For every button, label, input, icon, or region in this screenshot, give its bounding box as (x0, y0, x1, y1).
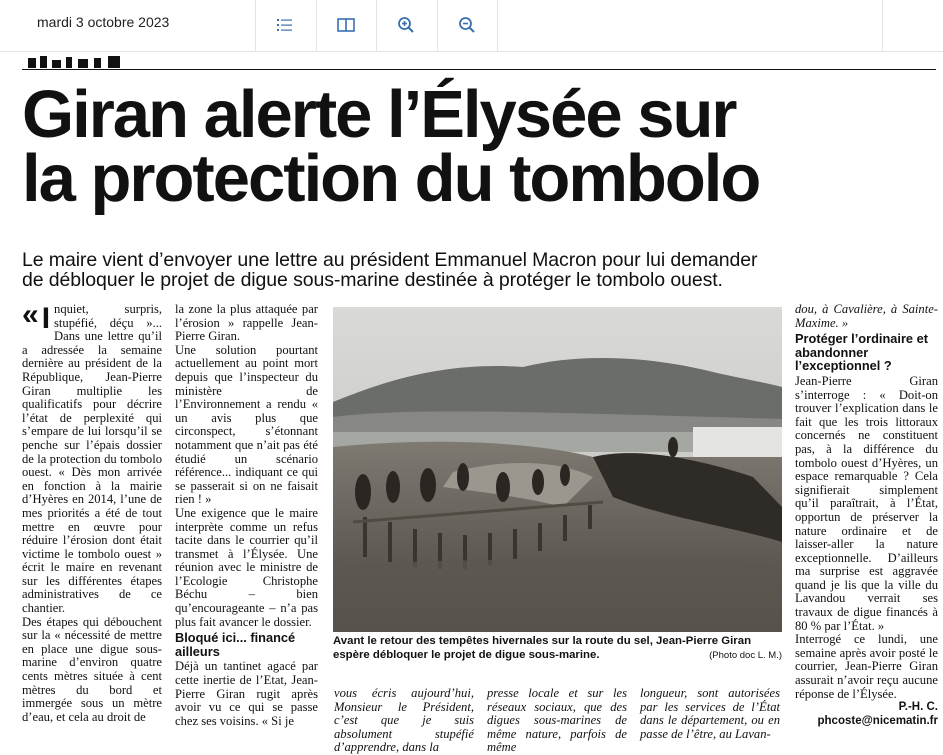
article-photo[interactable] (333, 307, 782, 632)
photo-caption (333, 635, 782, 662)
toolbar-divider (316, 0, 317, 52)
intertitle: Protéger l’ordinaire et abandonner l’exceptionnel ? (795, 331, 928, 374)
paragraph: Déjà un tantinet agacé par cette inertie de l’Etat, Jean-Pierre Giran rugit après avoir vu ce qui se passe chez ses voisins. « Si je (175, 659, 318, 728)
paragraph: presse locale et sur les réseaux sociaux, que des digues sous-marines de même nature, parfois de même (487, 686, 627, 755)
paragraph: la zone la plus attaquée par l’érosion » rappelle Jean-Pierre Giran. (175, 302, 318, 344)
article-column-2 (175, 303, 318, 728)
paragraph: Jean-Pierre Giran s’interroge : « Doit-on trouver l’explication dans le fait que les trois littoraux concernés ne constituent pas, à la différence du tombolo ouest d’Hyères, un espace remarquable ? Cela signifierait simplement qu’il paraîtrait, à l’État, opportun de préserver la nature ordinaire et de laisser-aller la nature exceptionnelle. D’ailleurs ma surprise est aggravée quand je lis que la ville du Lavandou verrait ses travaux de digue financés à 80 % par l’État. » (795, 373, 938, 633)
list-icon (277, 18, 293, 32)
toolbar-divider (882, 0, 883, 52)
cropped-section-header (26, 56, 156, 68)
article-column-5 (640, 687, 780, 741)
headline-line-2: la protection du tombolo (22, 141, 760, 216)
beach-scene-image (333, 307, 782, 632)
intertitle: Bloqué ici... financé ailleurs (175, 630, 296, 659)
article-column-6 (795, 303, 938, 728)
zoom-out-icon (458, 16, 476, 34)
article-column-3 (334, 687, 474, 755)
paragraph: nquiet, surpris, stupéfié, déçu »... Dans une lettre qu’il a adressée la semaine dernière au président de la République, Jean-Pierre Giran multiplie les qualificatifs pour décrire l’état de perplexité qui s’empare de lui lorsqu’il se penche sur l’épais dossier de la protection du tombolo ouest. « Dès mon arrivée en fonction à la mairie d’Hyères en 2014, l’une de mes priorités a été de tout mettre en œuvre pour réduire l’érosion dont était victime le tombolo ouest » écrit le maire en revenant sur les différentes étapes administratives de ce chantier. (22, 302, 162, 616)
page-view-button[interactable] (331, 10, 361, 40)
toolbar-divider (437, 0, 438, 52)
opening-quote-mark: « (22, 298, 39, 331)
toolbar-divider (255, 0, 256, 52)
paragraph: Une solution pourtant actuellement au point mort depuis que l’inspecteur du ministère de l’Environnement a rendu « un avis plus que circonspect, s’étonnant notamment que n’ait pas été étudié un scénario référence... indiquant ce qui se passerait si on ne faisait rien ! » (175, 342, 318, 507)
article-column-1 (22, 298, 162, 724)
zoom-out-button[interactable] (452, 10, 482, 40)
list-view-button[interactable] (270, 10, 300, 40)
article-subhead (22, 250, 932, 290)
caption-text: Avant le retour des tempêtes hivernales sur la route du sel, Jean-Pierre Giran espère débloquer le projet de digue sous-marine. (333, 635, 752, 661)
headline-line-1: Giran alerte l’Élysée sur (22, 77, 736, 152)
paragraph: vous écris aujourd’hui, Monsieur le Président, c’est que je suis absolument stupéfié d’apprendre, dans la (334, 686, 474, 755)
drop-cap: I (41, 302, 51, 335)
paragraph: dou, à Cavalière, à Sainte-Maxime. » (795, 302, 938, 330)
article-headline (22, 77, 922, 216)
paragraph: Une exigence que le maire interprète comme un refus tacite dans le courrier qu’il transmet à l’Élysée. Une réunion avec le ministre de l’Ecologie Christophe Béchu – bien qu’encourageante – n’a pas plus fait avancer le dossier. (175, 505, 318, 629)
toolbar-divider (376, 0, 377, 52)
paragraph: longueur, sont autorisées par les services de l’État dans le département, ou en passe de l’être, au Lavan- (640, 686, 780, 741)
edition-date: mardi 3 octobre 2023 (37, 14, 170, 30)
zoom-in-button[interactable] (391, 10, 421, 40)
article-column-4 (487, 687, 627, 755)
columns-icon (337, 18, 355, 32)
reader-toolbar (0, 0, 943, 52)
paragraph: Interrogé ce lundi, une semaine après avoir posté le courrier, Jean-Pierre Giran assurait n’avoir reçu aucune réponse de l’Élysée. (795, 632, 938, 701)
toolbar-divider (497, 0, 498, 52)
photo-credit: (Photo doc L. M.) (709, 649, 782, 661)
newspaper-page[interactable] (0, 53, 943, 755)
paragraph: Des étapes qui débouchent sur la « nécessité de mettre en place une digue sous-marine d’environ quatre cents mètres située à cent mètres du bord et immergée sous un mètre d’eau, et cela au droit de (22, 614, 162, 724)
section-rule (22, 69, 936, 70)
author-email[interactable]: phcoste@nicematin.fr (817, 714, 938, 727)
subhead-line-1: Le maire vient d’envoyer une lettre au président Emmanuel Macron pour lui demander (22, 249, 758, 271)
subhead-line-2: de débloquer le projet de digue sous-marine destinée à protéger le tombolo ouest. (22, 269, 723, 291)
zoom-in-icon (397, 16, 415, 34)
author-initials: P.-H. C. (898, 701, 938, 714)
